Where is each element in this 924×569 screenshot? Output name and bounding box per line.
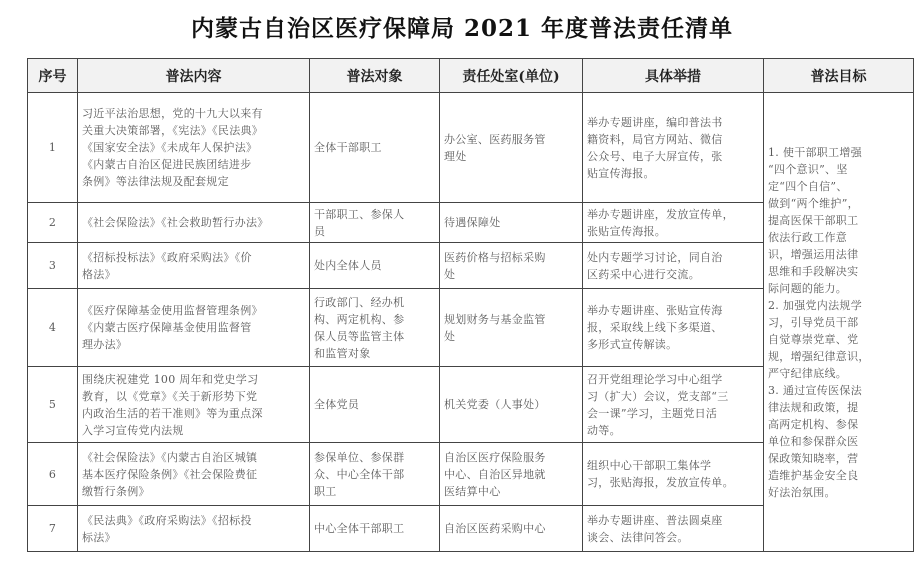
- row-dept: 办公室、医药服务管 理处: [440, 93, 583, 203]
- row-seq: 3: [28, 243, 78, 289]
- table-row: [28, 93, 914, 203]
- header-dept: 责任处室(单位): [440, 59, 583, 93]
- row-target: 全体党员: [310, 367, 440, 443]
- row-measures: 处内专题学习讨论，同自治 区药采中心进行交流。: [583, 243, 764, 289]
- row-measures: 举办专题讲座、普法圆桌座 谈会、法律问答会。: [583, 506, 764, 552]
- header-seq: 序号: [28, 59, 78, 93]
- row-dept: 医药价格与招标采购 处: [440, 243, 583, 289]
- header-target: 普法对象: [310, 59, 440, 93]
- row-measures: 组织中心干部职工集体学 习，张贴海报，发放宣传单。: [583, 443, 764, 506]
- row-seq: 5: [28, 367, 78, 443]
- row-target: 处内全体人员: [310, 243, 440, 289]
- row-measures: 举办专题讲座、张贴宣传海 报，采取线上线下多渠道、 多形式宣传解读。: [583, 289, 764, 367]
- row-content: 围绕庆祝建党 100 周年和党史学习 教育，以《党章》《关于新形势下党 内政治生活的若干准则》等为重点深 入学习宣传党内法规: [78, 367, 310, 443]
- row-dept: 自治区医疗保险服务 中心、自治区异地就 医结算中心: [440, 443, 583, 506]
- row-target: 行政部门、经办机 构、两定机构、参 保人员等监管主体 和监管对象: [310, 289, 440, 367]
- responsibility-table: [27, 58, 914, 552]
- table-header-row: [28, 59, 914, 93]
- row-target: 参保单位、参保群 众、中心全体干部 职工: [310, 443, 440, 506]
- header-goal: 普法目标: [764, 59, 914, 93]
- row-seq: 2: [28, 203, 78, 243]
- row-content: 《医疗保障基金使用监督管理条例》 《内蒙古医疗保障基金使用监督管 理办法》: [78, 289, 310, 367]
- row-measures: 举办专题讲座，编印普法书 籍资料，局官方网站、微信 公众号、电子大屏宣传，张 贴宣传海报。: [583, 93, 764, 203]
- goal-cell: 1. 使干部职工增强 “四个意识”、坚 定“四个自信”、 做到“两个维护”， 提高医保干部职工 依法行政工作意 识，增强运用法律 思维和手段解决实 际问题的能力。 2. 加强党内法规学 习，引导党员干部 自觉尊崇党章、党 规，增强纪律意识， 严守纪律底线。 3. 通过宣传医保法 律法规和政策，提 高两定机构、参保 单位和参保群众医 保政策知晓率，营 造维护基金安全良 好法治氛围。: [764, 93, 914, 552]
- row-measures: 举办专题讲座，发放宣传单， 张贴宣传海报。: [583, 203, 764, 243]
- row-dept: 规划财务与基金监管 处: [440, 289, 583, 367]
- row-seq: 1: [28, 93, 78, 203]
- row-seq: 4: [28, 289, 78, 367]
- row-seq: 7: [28, 506, 78, 552]
- row-target: 干部职工、参保人 员: [310, 203, 440, 243]
- row-target: 全体干部职工: [310, 93, 440, 203]
- row-content: 《社会保险法》《社会救助暂行办法》: [78, 203, 310, 243]
- row-content: 《招标投标法》《政府采购法》《价 格法》: [78, 243, 310, 289]
- header-measures: 具体举措: [583, 59, 764, 93]
- row-dept: 待遇保障处: [440, 203, 583, 243]
- row-seq: 6: [28, 443, 78, 506]
- row-measures: 召开党组理论学习中心组学 习（扩大）会议，党支部“三 会一课”学习，主题党日活 动等。: [583, 367, 764, 443]
- page-title: 内蒙古自治区医疗保障局 2021 年度普法责任清单: [190, 15, 734, 42]
- row-content: 《民法典》《政府采购法》《招标投 标法》: [78, 506, 310, 552]
- row-content: 习近平法治思想，党的十九大以来有 关重大决策部署，《宪法》《民法典》 《国家安全法》《未成年人保护法》 《内蒙古自治区促进民族团结进步 条例》等法律法规及配套规定: [78, 93, 310, 203]
- row-content: 《社会保险法》《内蒙古自治区城镇 基本医疗保险条例》《社会保险费征 缴暂行条例》: [78, 443, 310, 506]
- row-dept: 自治区医药采购中心: [440, 506, 583, 552]
- header-content: 普法内容: [78, 59, 310, 93]
- row-dept: 机关党委（人事处）: [440, 367, 583, 443]
- row-target: 中心全体干部职工: [310, 506, 440, 552]
